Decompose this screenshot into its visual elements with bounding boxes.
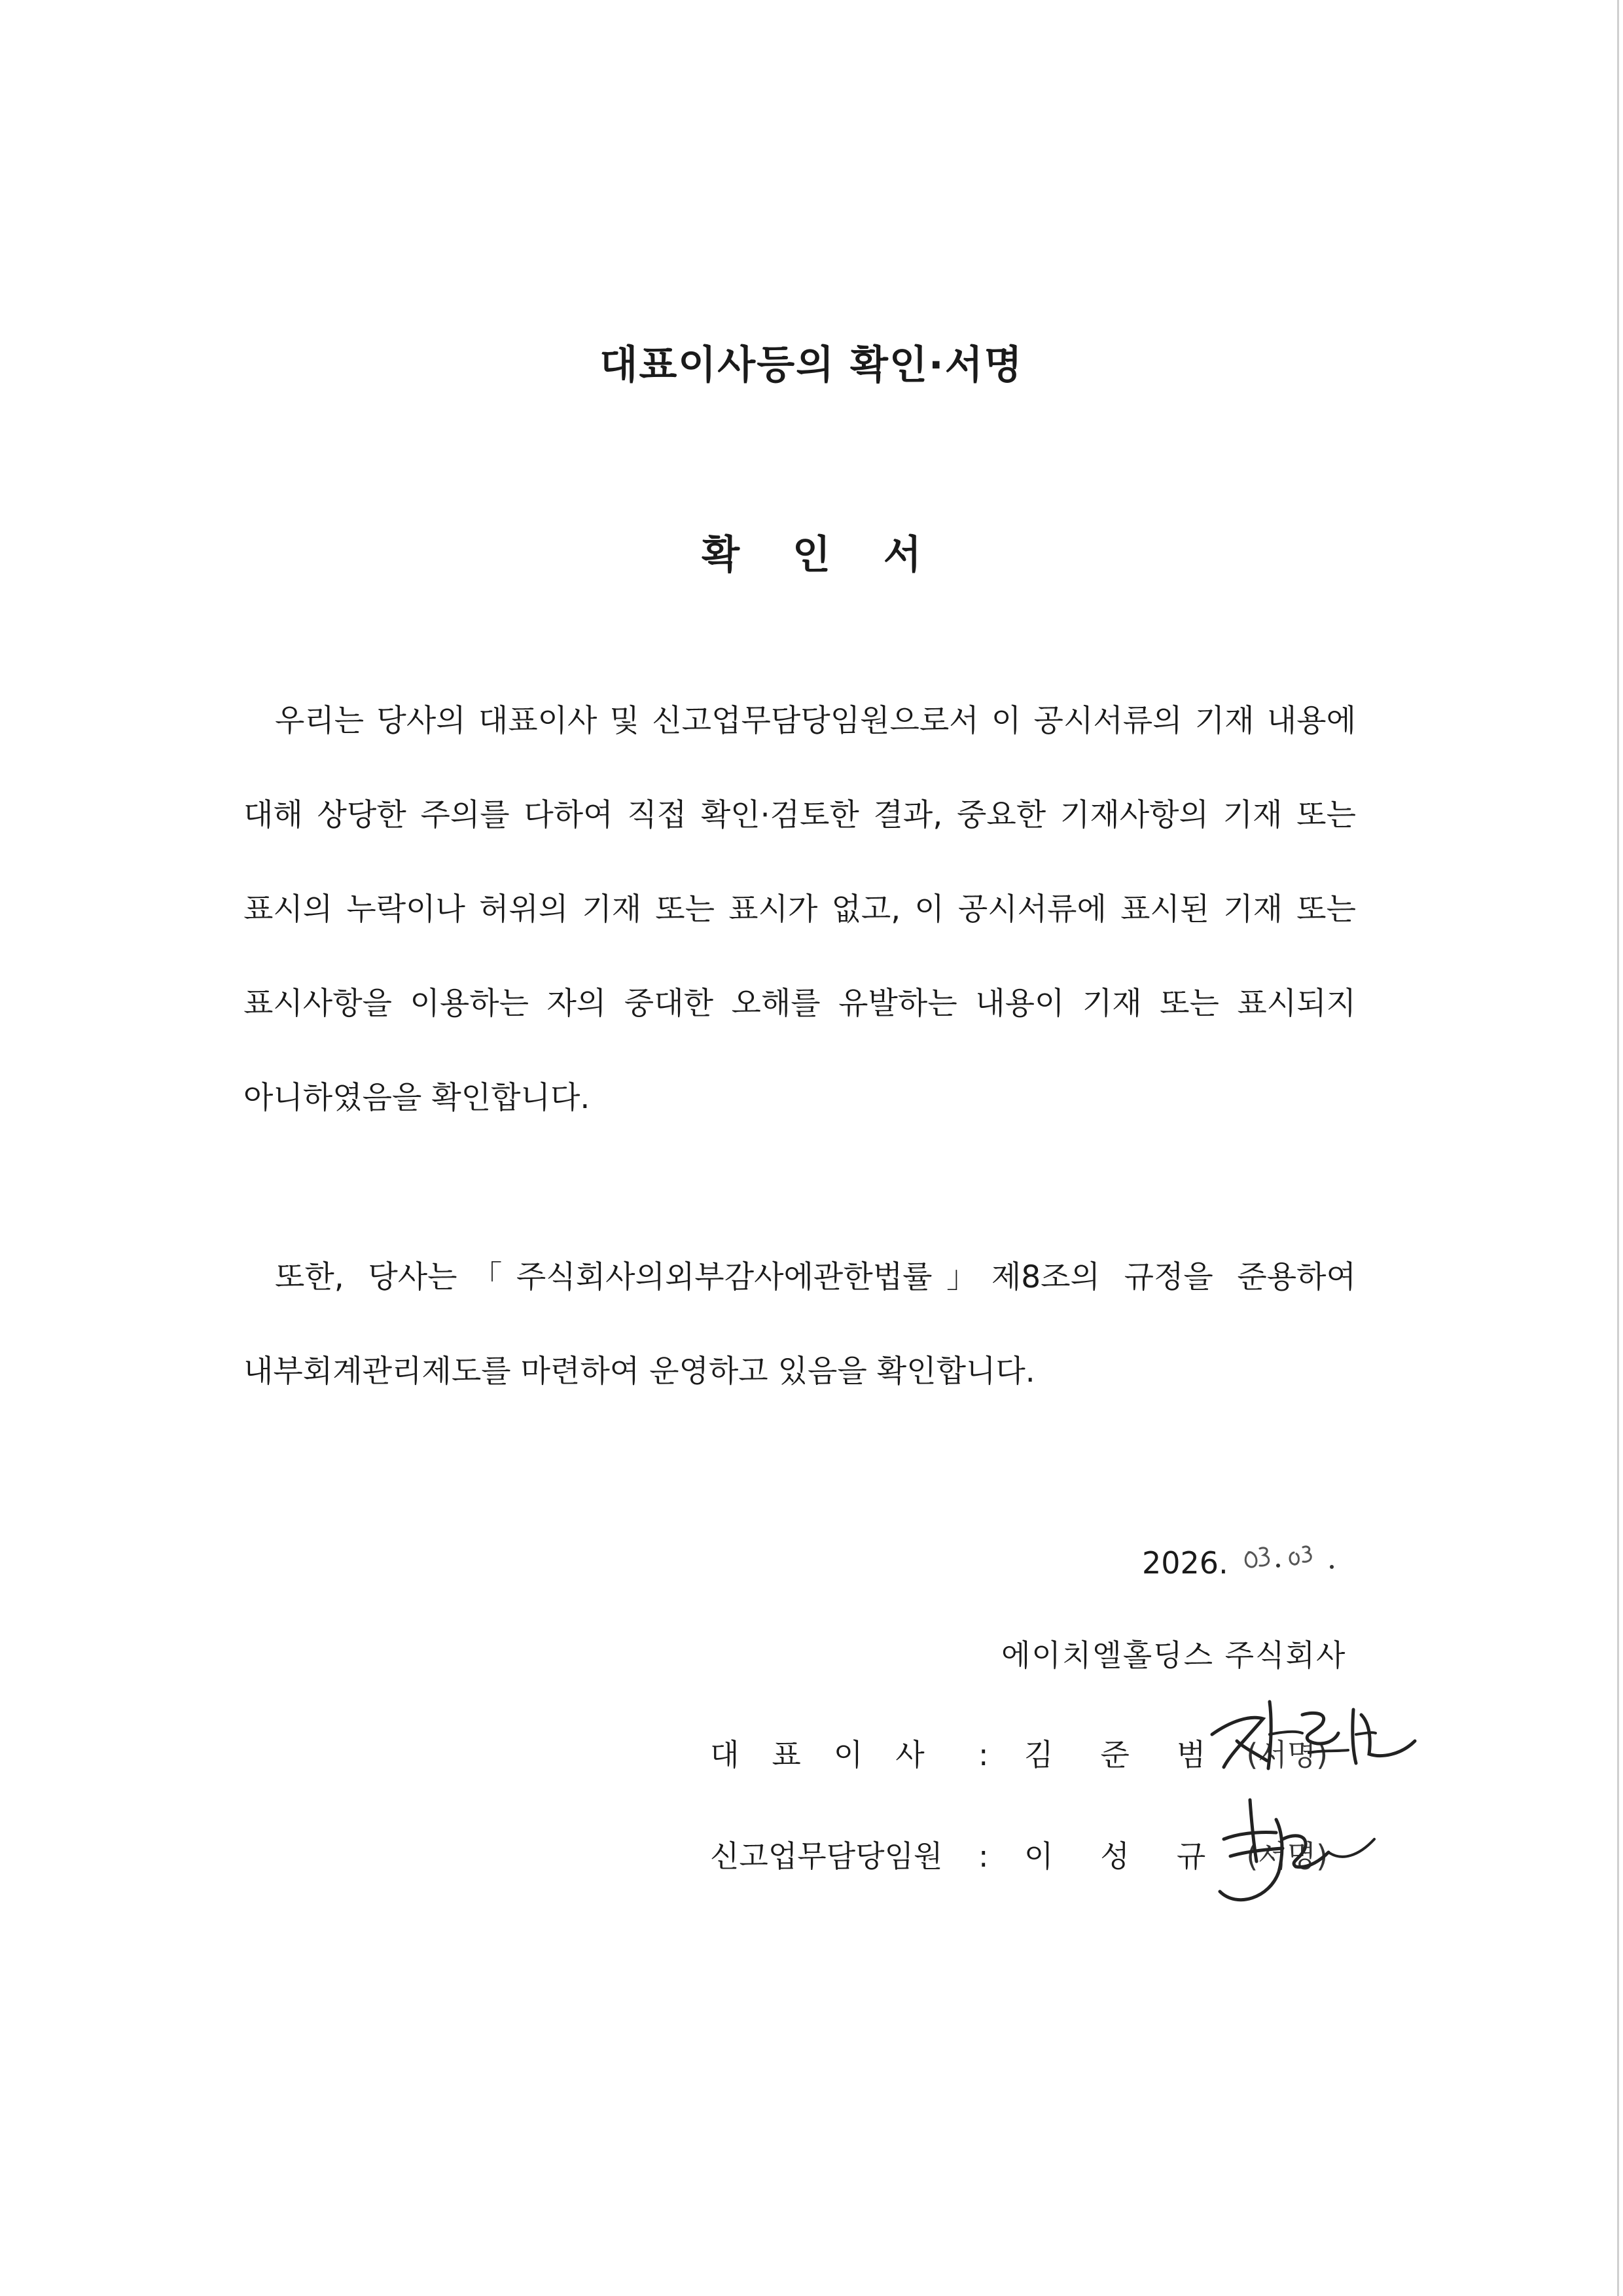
paragraph-1-text: 우리는 당사의 대표이사 및 신고업무담당임원으로서 이 공시서류의 기재 내용에 대해 상당한 주의를 다하여 직접 확인·검토한 결과, 중요한 기재사항의 기재 또는 표시의 누락이나 허위의 기재 또는 표시가 없고, 이 공시서류에 표시된 기재 또는 표시사항을 이용하는 자의 중대한 오해를 유발하는 내용이 기재 또는 표시되지 아니하였음을 확인합니다. bbox=[243, 703, 1356, 1116]
signing-date bbox=[1142, 1538, 1345, 1585]
officer-handwritten-signature bbox=[1211, 1793, 1381, 1920]
confirmation-paragraph bbox=[243, 674, 1356, 1145]
internal-control-paragraph bbox=[243, 1230, 1356, 1419]
officer-role: 신고업무담당임원 bbox=[710, 1839, 943, 1874]
date-printed: 2026. bbox=[1142, 1545, 1228, 1581]
paragraph-2-text: 또한, 당사는「주식회사의외부감사에관한법률」제8조의 규정을 준용하여 내부회계관리제도를 마련하여 운영하고 있음을 확인합니다. bbox=[243, 1259, 1356, 1390]
officer-seal-label: (서명) bbox=[1246, 1839, 1329, 1874]
ceo-handwritten-signature bbox=[1204, 1695, 1420, 1783]
document-subtitle: 확 인 서 bbox=[702, 532, 941, 578]
ceo-name: 김준범 bbox=[1024, 1737, 1253, 1772]
colon: : bbox=[978, 1839, 989, 1874]
company-name: 에이치엘홀딩스 주식회사 bbox=[1001, 1638, 1347, 1673]
colon: : bbox=[978, 1737, 989, 1772]
ceo-seal-label: (서명) bbox=[1246, 1737, 1329, 1772]
officer-name: 이성규 bbox=[1024, 1839, 1253, 1874]
document-title: 대표이사등의 확인·서명 bbox=[599, 342, 1024, 388]
date-handwritten bbox=[1240, 1538, 1345, 1585]
ceo-role: 대표이사 bbox=[710, 1737, 957, 1772]
